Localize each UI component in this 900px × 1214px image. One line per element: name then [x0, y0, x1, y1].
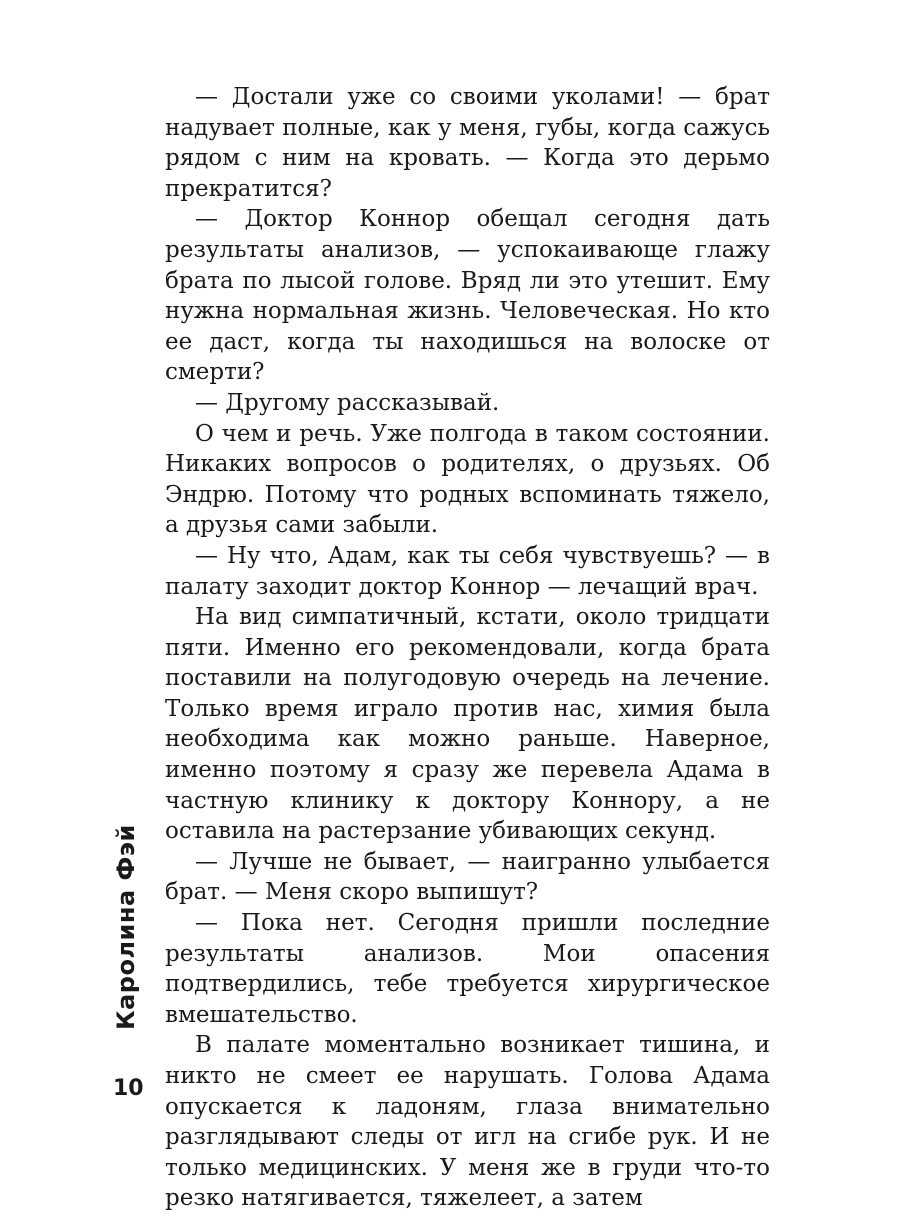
paragraph: В палате моментально возникает тишина, и никто не смеет ее нарушать. Голова Адама опускается к ладоням, глаза внимательно разглядывают следы от игл на сгибе рук. И не только медицинских. У меня же в груди что-то резко натягивается, тяжелеет, а затем — [165, 1032, 770, 1212]
paragraph: О чем и речь. Уже полгода в таком состоянии. Никаких вопросов о родителях, о друзьях. Об Эндрю. Потому что родных вспоминать тяжело, а друзья сами забыли. — [165, 420, 770, 539]
paragraph: — Пока нет. Сегодня пришли последние результаты анализов. Мои опасения подтвердились, тебе требуется хирургическое вмешательство. — [165, 910, 770, 1028]
paragraph: — Достали уже со своими уколами! — брат надувает полные, как у меня, губы, когда сажусь рядом с ним на кровать. — Когда это дерьмо прекратится? — [165, 84, 770, 202]
running-head-author: Каролина Фэй — [112, 824, 140, 1030]
paragraph: На вид симпатичный, кстати, около тридцати пяти. Именно его рекомендовали, когда брата поставили на полугодовую очередь на лечение. Только время играло против нас, химия была необходима как можно раньше. Наверное, именно поэтому я сразу же перевела Адама в частную клинику к доктору Коннору, а не оставила на растерзание убивающих секунд. — [165, 604, 770, 845]
paragraph: — Ну что, Адам, как ты себя чувствуешь? — в палату заходит доктор Коннор — лечащий врач. — [165, 542, 770, 600]
page-body-text — [165, 82, 770, 1214]
page-number: 10 — [113, 1076, 144, 1101]
paragraph: — Лучше не бывает, — наигранно улыбается брат. — Меня скоро выпишут? — [165, 848, 770, 906]
paragraph: — Другому рассказывай. — [195, 389, 500, 416]
paragraph: — Доктор Коннор обещал сегодня дать результаты анализов, — успокаивающе глажу брата по лысой голове. Вряд ли это утешит. Ему нужна нормальная жизнь. Человеческая. Но кто ее даст, когда ты находишься на волоске от смерти? — [165, 206, 770, 386]
